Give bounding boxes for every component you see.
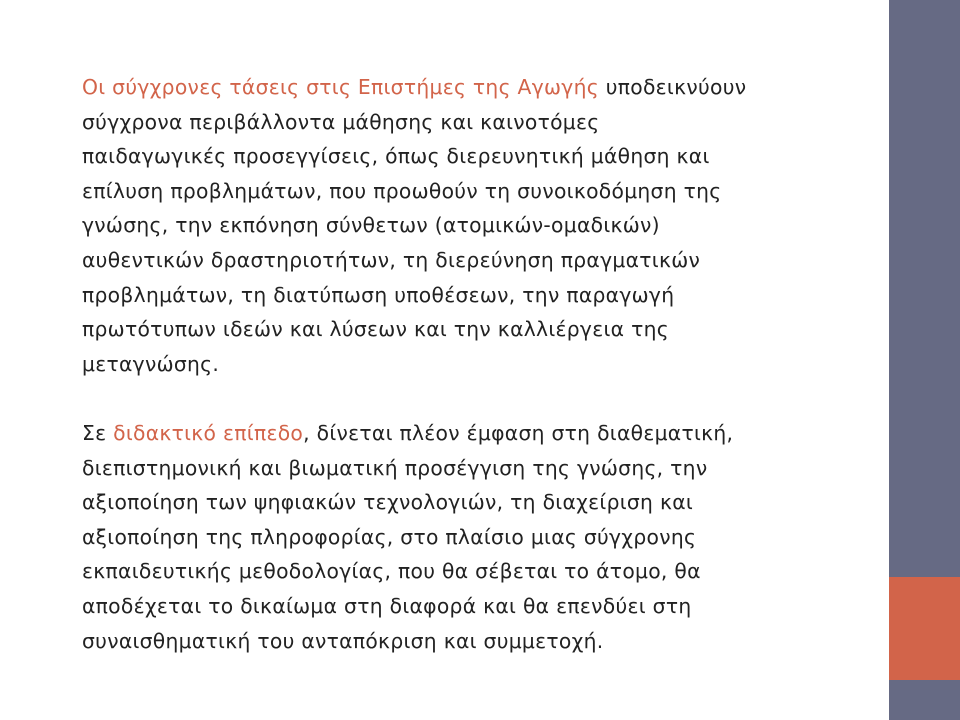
text-fragment: Σε [82,420,114,445]
text-line: αυθεντικών δραστηριοτήτων, τη διερεύνηση πραγματικών [82,247,701,272]
text-line: διεπιστημονική και βιωματική προσέγγιση της γνώσης, την [82,455,708,480]
text-fragment: υποδεικνύουν [598,75,747,99]
text-line: επίλυση προβλημάτων, που προωθούν τη συνοικοδόμηση της [82,178,722,203]
side-accent-block [889,577,960,680]
text-line: γνώσης, την εκπόνηση σύνθετων (ατομικών-ομαδικών) [82,213,660,238]
paragraph-didactic-level [82,416,842,658]
text-line: συναισθηματική του ανταπόκριση και συμμετοχή. [82,628,604,653]
text-fragment: , δίνεται πλέον έμφαση στη διαθεματική, [303,420,734,445]
text-line: σύγχρονα περιβάλλοντα μάθησης και καινοτόμες [82,109,600,134]
text-line: παιδαγωγικές προσεγγίσεις, όπως διερευνητική μάθηση και [82,144,710,169]
text-line [82,70,842,105]
slide-body [82,70,842,658]
text-line: αποδέχεται το δικαίωμα στη διαφορά και θα επενδύει στη [82,593,692,618]
text-line: μεταγνώσης. [82,351,220,376]
text-line: πρωτότυπων ιδεών και λύσεων και την καλλιέργεια της [82,317,669,342]
text-line: εκπαιδευτικής μεθοδολογίας, που θα σέβεται το άτομο, θα [82,559,701,584]
paragraph-trends [82,70,842,381]
highlight-phrase: Οι σύγχρονες τάσεις στις Επιστήμες της Αγωγής [82,75,599,99]
highlight-phrase: διδακτικό επίπεδο [113,420,304,445]
text-line: αξιοποίηση των ψηφιακών τεχνολογιών, τη διαχείριση και [82,490,694,515]
text-line: προβλημάτων, τη διατύπωση υποθέσεων, την παραγωγή [82,282,675,307]
text-line: αξιοποίηση της πληροφορίας, στο πλαίσιο μιας σύγχρονης [82,524,697,549]
text-line [82,416,842,451]
